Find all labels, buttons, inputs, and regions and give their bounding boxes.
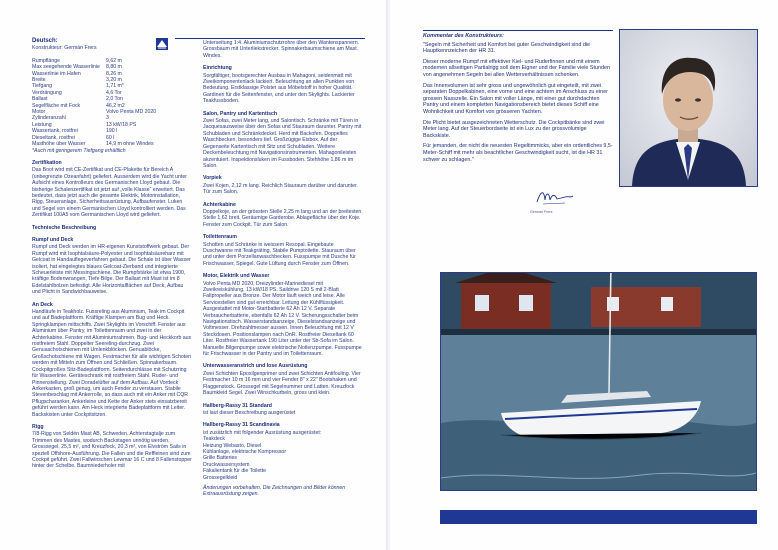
- spec-value: 9,62 m: [106, 57, 122, 64]
- spec-label: Masthöhe über Wasser: [32, 141, 86, 148]
- spec-label: Leistung: [32, 121, 52, 128]
- spec-label: Tiefgang: [32, 83, 52, 90]
- spec-label: Verdrängung: [32, 89, 62, 96]
- spec-value: 8,80 m: [106, 64, 122, 71]
- scandinavia-item: Grossegelkleid: [203, 474, 238, 481]
- comment-heading: Kommentar des Konstrukteurs:: [423, 33, 504, 39]
- spec-value: 13 kW/18 PS: [106, 121, 137, 128]
- designer-line: Konstrukteur: Germán Frers: [32, 45, 97, 52]
- on-deck-heading: An Deck: [32, 301, 53, 308]
- toilet-text: Schotten und Schränke in weissem Resopal. Eingebaute Duschwanne mit Teakgräting. Stabile Pumptoilette. Stauraum über und unter dem Porzellanwaschbecken. Fusspumpe mit Dusche für Frischwasser, Spiegel. Gute Lüftung durch Fenster zum Öffnen.: [203, 241, 356, 267]
- standard-heading: Hallberg-Rassy 31 Standard: [203, 402, 272, 409]
- spec-value: 2,0 Ton: [106, 96, 123, 103]
- engine-text: Volvo Penta MD 2020, Dreizylinder-Marinediesel mit Zweikreiskühlung, 13 kW/18 PS. Saildrive 120 S mit 2-Blatt Faltpropeller aus Bronze. Der Motor läuft weich und leise. Alle Servicestellen sind gut erreichbar. Leitung der Kühlflüssigkeit. Ausgestattet mit Motor-Startbatterie 62 Ah 12 V. Separate Verbraucherbatterie, ebenfalls 62 Ah 12 V. Sicherungsschalter beim Navigationstisch. Wasserstandsanzeige, Dieselstandsanzeige und Voltmesser. Drehzahlmesser aussen. Innen Beleuchtung mit 12 V Steckdosen. Positionslampen nach DnR. Rostfreier Dieseltank 60 Liter. Rostfreier Wassertank 190 Liter unter der Sb-Sofa im Salon. Manuelle Bilgenpumpe sowie elektrische Notlenzpumpe. Fusspumpe für Frischwasser in der Pantry und im Toilettenraum.: [203, 280, 362, 358]
- spec-label: Segelfläche mit Fock: [32, 102, 81, 109]
- antifouling-text: Zwei Schichten Epoxilgenprimer und zwei Schichten Antifouling. Vier Festmacher 10 m 16 mm und vier Fender 8" x 22" Bootshaken und Flaggenstock. Grossegel mit Segelnummer und Latten. Kreuzfock Baumkleid Segel. Zwei Winschkurbeln, gross und klein.: [203, 370, 361, 397]
- comment-para-2: Dieser moderne Rumpf mit effektiver Kiel- und Ruderfinnen und mit einem modernen allseitigen Partialrigg soll dem Eigner und der Familie viele Stunden von angenehmen Segeln bei allen Wetterverhältnissen schenken.: [423, 58, 610, 78]
- scandinavia-item: Teakdeck: [203, 436, 225, 443]
- saloon-heading: Salon, Pantry und Kartentisch: [203, 110, 278, 117]
- left-column-one: [32, 38, 192, 474]
- aft-cabin-text: Doppelkoje, an der grössten Stelle 2,25 m lang und an der breitesten Stelle 1,62 breit. Geräumige Garderobe. Ablagefläche über der Koje. Fenster zum Cockpit. Tür zum Salon.: [203, 208, 362, 228]
- standard-text: ist laut dieser Beschreibung ausgerüstet: [203, 409, 296, 416]
- antifouling-heading: Unterwasseranstrich und lose Ausrüstung: [203, 363, 308, 370]
- spec-label: Ballast: [32, 96, 48, 103]
- scandinavia-text: ist zusätzlich mit folgender Ausrüstung ausgerüstet:: [203, 429, 322, 436]
- comment-para-5: Für jemanden, der nicht die neuesten Regeltimmicks, aber ein ordentliches 9,5-Meter-Schiff mit mehr als beachtlicher Geschwindigkeit sucht, ist die HR 31 schwer zu schlagen.": [423, 143, 613, 163]
- comment-para-4: Die Plicht bietet ausgezeichneten Wetterschutz. Die Cockpitbänke sind zwei Meter lang. Auf der Steuerbordseite ist ein Lux zu der grossvolumige Backskiste.: [423, 119, 605, 139]
- spec-label: Dieseltank, rostfrei: [32, 134, 75, 141]
- scandinavia-heading: Hallberg-Rassy 31 Scandinavia: [203, 422, 280, 429]
- signature-image: [535, 188, 575, 208]
- designer-portrait-photo: [619, 29, 758, 187]
- rig-heading: Rigg: [32, 423, 44, 430]
- top-rule: [175, 38, 365, 39]
- spec-value: 3,20 m: [106, 77, 122, 84]
- spec-value: 46,2 m2: [106, 102, 125, 109]
- spec-label: Rumpflänge: [32, 57, 60, 64]
- rig-text: 7/8-Rigg von Seldén Mast AB, Schweden. Achterstagtalje zum Trimmen des Mastes, wodurch Backstagen unnötig werden. Grosssegel, 25,5 m², und Kreuzfock, 20,3 m², von Elvström Sails in speziell Offshore-Ausführung. Die Fallen und die Reffleinen sind zum Cockpit geführt. Zwei Fallwinschen Lewmar 16 C und 8 Fallenstopper hinter der Schelbe. Baumniederholer mit: [32, 431, 192, 470]
- on-deck-text: Handläufe in Teakholz. Fussreling aus Aluminium, Teak im Cockpit und auf Badeplattform. Kräftige Klampen am Bug und Heck. Springklampen mittschiffs. Zwei Skylights im Vorschiff. Fenster aus Aluminium über Pantry, im Toilettenraum und zwei in der Achterkabine. Fenster mit Aluminiumrahmen. Bug- und Heckkorb aus rostfreiem Stahl. Doppelter Seereling-durchzug. Zwei Genuaschotschienen mit Umlenkblöcken. Genuablöcke, Großschotschiene mit Wagen. Festmacher für alle wichtigen Schoten werden mit Mitteln zum Öffnen und Schließen. Spinnakerbaum. Cockpitgroßes Sitz-Badeplattform. Seitendurchlässe mit Schutzring für Wasserlinie. Geräteschrank mit rostfreiem Stahl. Ruder- und Pinnenstellung. Zwei Doradelüfter auf dem Aufbau. Auf Vordeck Ankerkasten, groß genug, um auch Fender zu verstauen. Stabile Stevenbeschlag mit Ankerrolle, so dass auch mit ein Anker mit CQR Pflugscharanker, Ankerleine und Kette der Anker stets einsatzbereit geführt werden kann. Am Heck integrierte Badeplattform mit Leiter. Backskisten unter Cockpitsitzen.: [32, 309, 192, 418]
- spec-label: Zylinderanzahl: [32, 115, 66, 122]
- footer-note: Änderungen vorbehalten. Die Zeichnungen und Bilder können Extraausrüstung zeigen.: [203, 484, 346, 498]
- boat-harbour-photo: [440, 272, 757, 491]
- certification-text: Das Boot wird mit CE-Zertifikat und CE-Plakette für Bereich A (unbegrenzte Ozeanfahrt) geliefert. Ausserdem wird die Yacht unter Aufsicht eines Kontrolleurs des Germanischen Lloyd gebaut. Die bisherige Schalenzertifikat ist jetzt auf „volle Klasse“ erweitert. Das bedeutet, dass jetzt auch die gesamte Elektrik, Motorinstallation, Rigg, Steueranlage, Sicherheitsausrüstung, Aufbaufenster, Luken und Segel von einem Germanischen Lloyd kontrolliert werden. Das Zertifikat 100A5 vom Germanischen Lloyd wird geliefert.: [32, 167, 187, 219]
- spec-value: 14,9 m ohne Windes: [106, 141, 154, 148]
- forepeak-heading: Vorpiek: [203, 175, 222, 182]
- interior-heading: Einrichtung: [203, 65, 232, 72]
- hull-deck-heading: Rumpf und Deck: [32, 236, 74, 243]
- scandinavia-item: Heizung Webasto, Diesel: [203, 442, 262, 449]
- certification-heading: Zertifikation: [32, 159, 62, 166]
- spec-value: 190 l: [106, 128, 118, 135]
- interior-text: Sorgfältiger, bootsgerechter Ausbau in Mahagoni, seidenmatt mit Zweikomponentenlack lackiert. Beleuchtung an allen Punkten von Bedeutung. Erstklassige Polster aus Möbelstoff in hoher Qualität. Gardinen für die Seitenfenster, und unter den Skylights. Lackierter Teakfussboden.: [203, 72, 355, 105]
- spec-label: Wasserlinie im Hafen: [32, 70, 81, 77]
- comment-para-1: "Segeln mit Sicherheit und Komfort bei guter Geschwindigkeit sind die Hauptkennzeichen der HR 31.: [423, 41, 591, 55]
- saloon-text: Zwei Sofas, zwei Meter lang, und Salontisch. Schränke mit Türen in Jacquesausweise über den Sofas und Stauraum darunter. Pantry mit Schubladen und Schränkdeckel. Herd mit Backofen. Doppeltes Waschbecken, besonders tief. Großzügige Eisbox. Auf der Gegenseite Kartentisch mit Sitz und Schubladen. Weitere Deckenbeleuchtung mit Navigationsinstrumenten. Mahagonileisten akzentuiert. Inspektionsluken im Fussboden. Stehhöhe 1,86 m im Salon.: [203, 118, 362, 169]
- tech-description-heading: Technische Beschreibung: [32, 224, 97, 231]
- toilet-heading: Toilettenraum: [203, 234, 237, 241]
- spec-label: Max seegehende Wasserlinie: [32, 64, 100, 71]
- spec-label: Wassertank, rostfrei: [32, 128, 78, 135]
- engine-heading: Motor, Elektrik und Wasser: [203, 273, 270, 280]
- scandinavia-item: Druckwassersystem: [203, 461, 250, 468]
- spec-value: 1,71 m*: [106, 83, 124, 90]
- right-top-rule: [423, 30, 613, 31]
- language-heading: Deutsch:: [32, 38, 58, 44]
- scandinavia-item: Grille Batteries: [203, 455, 238, 462]
- spec-value: Volvo Penta MD 2020: [106, 109, 157, 116]
- left-page: [0, 0, 388, 550]
- scandinavia-item: Kühlanlage, elektrische Kompressor: [203, 448, 287, 455]
- spec-value: 8,26 m: [106, 70, 122, 77]
- rig-continued-text: Unterseitung 1:4. Aluminiumschutzrohre über den Wantenspannern. Grossbaum mit Unterliekstrecker. Spinnakerbaumschiene am Mast. Windes.: [203, 40, 360, 59]
- scandinavia-item: Fäkalientank für die Toilette: [203, 468, 267, 475]
- spec-label: Breite: [32, 77, 46, 84]
- spec-note: *Auch mit geringerem Tiefgang erhältlich: [32, 147, 126, 154]
- signature-name: Germán Frers: [530, 210, 553, 214]
- comment-para-3: Das Innenvolumen ist sehr gross und ungewöhnlich gut eingeteilt, mit zwei separaten Doppelkabinen, eine vorne und eine achtern im Anschluss zu einer grossen Nasszelle. Ein Salon mit voller Länge, mit einer gut durchdachten Pantry und einem kompletten Navigationsbereich bietet dieses Schiff eine Wohnlichkeit und Komfort von grösseren Yachten.: [423, 82, 608, 115]
- page-footer-bar: [440, 510, 757, 524]
- forepeak-text: Zwei Kojen, 2,12 m lang. Reichlich Stauraum darüber und darunter. Tür zum Salon.: [203, 182, 358, 196]
- spec-label: Motor: [32, 109, 46, 116]
- aft-cabin-heading: Achterkabine: [203, 201, 236, 208]
- hull-deck-text: Rumpf und Deck werden im HR-eigenen Kunststoffwerk gebaut. Der Rumpf wird mit Isophtalsäure-Polyester und Isophtalsäureharz mit Gelcoat in Handauflegeverfahren gebaut. Die Schale ist über Wasser isoliert, hat eingelegtes blaues Gelcoat-Zierband und integrierte Scheuerleiste mit Messingschiene. Die Rumpfstärke ist etwa 1900, kräftige Bodenwrangen, Tiefe Bilge. Der Ballast mit Mast ist im 8 Edelstahlbolzen befestigt. Alle Horizontalflächen auf Deck, Aufbau und Plicht in Sandwichbauweise.: [32, 244, 191, 296]
- left-column-two: [203, 40, 365, 502]
- designer-comment: [423, 33, 613, 167]
- spec-value: 4,6 Tor: [106, 89, 122, 96]
- spec-value: 3: [106, 115, 109, 122]
- spec-value: 60 l: [106, 134, 115, 141]
- spec-table: [32, 58, 192, 148]
- scandinavia-list: [203, 436, 365, 481]
